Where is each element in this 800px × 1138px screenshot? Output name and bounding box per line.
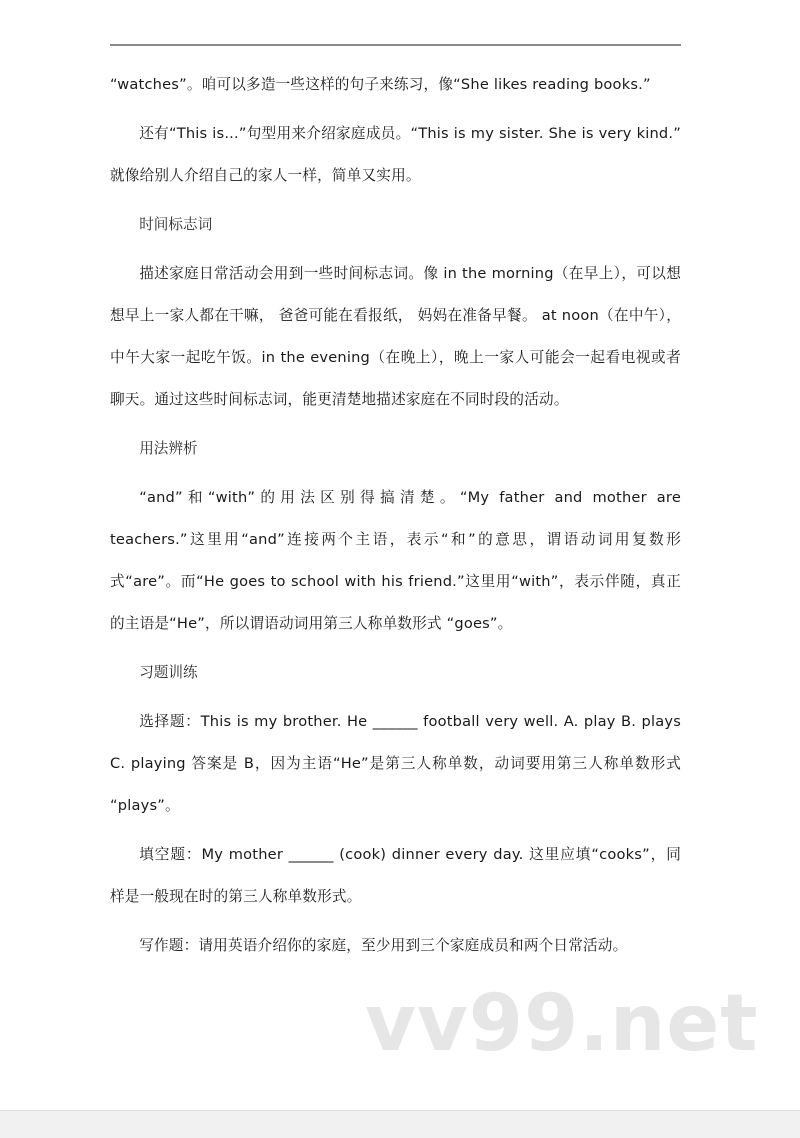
page-bottom-band	[0, 1110, 800, 1138]
document-body	[110, 64, 681, 967]
paragraph-multiple-choice: 选择题：This is my brother. He ______ football very well. A. play B. plays C. playing 答案是 B，因为主语“He”是第三人称单数，动词要用第三人称单数形式 “plays”。	[110, 713, 681, 814]
paragraph-time-markers: 描述家庭日常活动会用到一些时间标志词。像 in the morning（在早上），可以想想早上一家人都在干嘛， 爸爸可能在看报纸， 妈妈在准备早餐。 at noon（在中午），中午大家一起吃午饭。in the evening（在晚上），晚上一家人可能会一起看电视或者聊天。通过这些时间标志词，能更清楚地描述家庭在不同时段的活动。	[110, 265, 681, 408]
paragraph-writing-task: 写作题：请用英语介绍你的家庭，至少用到三个家庭成员和两个日常活动。	[139, 937, 628, 954]
header-rule	[110, 44, 681, 46]
paragraph-watches-example: “watches”。咱可以多造一些这样的句子来练习，像“She likes reading books.”	[110, 76, 651, 93]
paragraph-fill-blank: 填空题：My mother ______ (cook) dinner every day. 这里应填“cooks”，同样是一般现在时的第三人称单数形式。	[110, 846, 681, 905]
watermark: vv99.net	[365, 979, 759, 1069]
paragraph-and-with: “and”和“with”的用法区别得搞清楚。“My father and mother are teachers.”这里用“and”连接两个主语，表示“和”的意思，谓语动词用复数形式“are”。而“He goes to school with his friend.”这里用“with”，表示伴随，真正的主语是“He”，所以谓语动词用第三人称单数形式 “goes”。	[110, 489, 681, 632]
paragraph-this-is-pattern: 还有“This is...”句型用来介绍家庭成员。“This is my sister. She is very kind.” 就像给别人介绍自己的家人一样，简单又实用。	[110, 125, 681, 184]
heading-exercises: 习题训练	[139, 664, 198, 681]
heading-usage-analysis: 用法辨析	[139, 440, 198, 457]
heading-time-markers: 时间标志词	[139, 216, 213, 233]
